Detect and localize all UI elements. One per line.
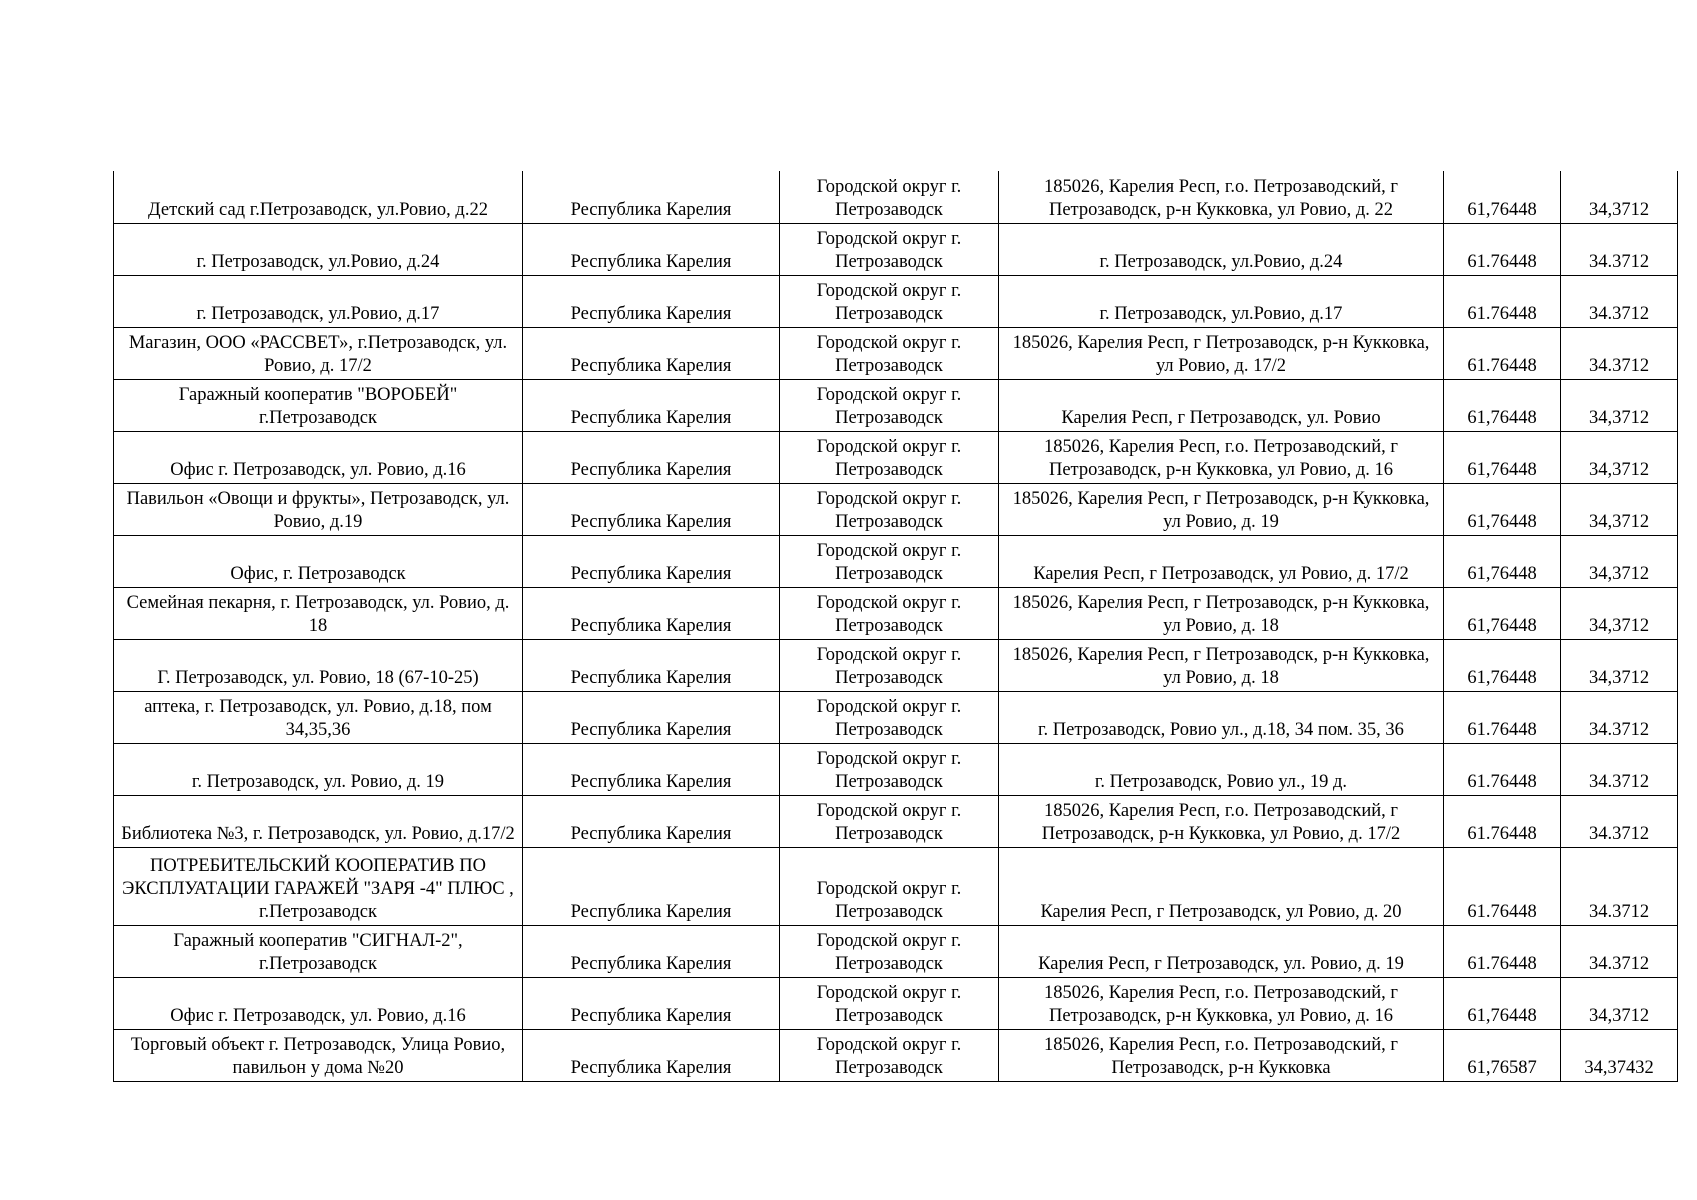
table-row xyxy=(114,327,1678,379)
district-cell: Городской округ г. Петрозаводск xyxy=(780,1029,999,1081)
district-cell: Городской округ г. Петрозаводск xyxy=(780,977,999,1029)
latitude-cell: 61,76448 xyxy=(1444,171,1561,223)
table-row xyxy=(114,275,1678,327)
address-cell: 185026, Карелия Респ, г.о. Петрозаводский, г Петрозаводск, р-н Кукковка, ул Ровио, д. 22 xyxy=(999,171,1444,223)
table-row xyxy=(114,587,1678,639)
address-cell: Карелия Респ, г Петрозаводск, ул. Ровио, д. 19 xyxy=(999,925,1444,977)
table-row xyxy=(114,483,1678,535)
longitude-cell: 34.3712 xyxy=(1561,691,1678,743)
region-cell: Республика Карелия xyxy=(523,1029,780,1081)
longitude-cell: 34,3712 xyxy=(1561,431,1678,483)
district-cell: Городской округ г. Петрозаводск xyxy=(780,327,999,379)
object-name-cell: Офис, г. Петрозаводск xyxy=(114,535,523,587)
region-cell: Республика Карелия xyxy=(523,327,780,379)
document-page xyxy=(113,171,1673,1082)
district-cell: Городской округ г. Петрозаводск xyxy=(780,535,999,587)
district-cell: Городской округ г. Петрозаводск xyxy=(780,639,999,691)
longitude-cell: 34.3712 xyxy=(1561,847,1678,925)
object-name-cell: Офис г. Петрозаводск, ул. Ровио, д.16 xyxy=(114,431,523,483)
district-cell: Городской округ г. Петрозаводск xyxy=(780,379,999,431)
latitude-cell: 61,76448 xyxy=(1444,639,1561,691)
region-cell: Республика Карелия xyxy=(523,535,780,587)
address-cell: 185026, Карелия Респ, г.о. Петрозаводский, г Петрозаводск, р-н Кукковка, ул Ровио, д. 17/2 xyxy=(999,795,1444,847)
latitude-cell: 61,76448 xyxy=(1444,483,1561,535)
region-cell: Республика Карелия xyxy=(523,223,780,275)
region-cell: Республика Карелия xyxy=(523,379,780,431)
district-cell: Городской округ г. Петрозаводск xyxy=(780,431,999,483)
address-cell: г. Петрозаводск, Ровио ул., д.18, 34 пом. 35, 36 xyxy=(999,691,1444,743)
object-name-cell: Офис г. Петрозаводск, ул. Ровио, д.16 xyxy=(114,977,523,1029)
object-name-cell: Торговый объект г. Петрозаводск, Улица Ровио, павильон у дома №20 xyxy=(114,1029,523,1081)
table-row xyxy=(114,795,1678,847)
district-cell: Городской округ г. Петрозаводск xyxy=(780,691,999,743)
object-name-cell: Семейная пекарня, г. Петрозаводск, ул. Ровио, д. 18 xyxy=(114,587,523,639)
address-cell: Карелия Респ, г Петрозаводск, ул Ровио, д. 20 xyxy=(999,847,1444,925)
latitude-cell: 61,76587 xyxy=(1444,1029,1561,1081)
latitude-cell: 61.76448 xyxy=(1444,847,1561,925)
region-cell: Республика Карелия xyxy=(523,275,780,327)
district-cell: Городской округ г. Петрозаводск xyxy=(780,795,999,847)
address-cell: Карелия Респ, г Петрозаводск, ул Ровио, д. 17/2 xyxy=(999,535,1444,587)
longitude-cell: 34,3712 xyxy=(1561,639,1678,691)
region-cell: Республика Карелия xyxy=(523,171,780,223)
table-row xyxy=(114,977,1678,1029)
object-name-cell: Павильон «Овощи и фрукты», Петрозаводск, ул. Ровио, д.19 xyxy=(114,483,523,535)
address-cell: г. Петрозаводск, ул.Ровио, д.24 xyxy=(999,223,1444,275)
longitude-cell: 34.3712 xyxy=(1561,223,1678,275)
district-cell: Городской округ г. Петрозаводск xyxy=(780,483,999,535)
district-cell: Городской округ г. Петрозаводск xyxy=(780,223,999,275)
address-cell: 185026, Карелия Респ, г Петрозаводск, р-н Кукковка, ул Ровио, д. 19 xyxy=(999,483,1444,535)
table-row xyxy=(114,925,1678,977)
region-cell: Республика Карелия xyxy=(523,795,780,847)
region-cell: Республика Карелия xyxy=(523,483,780,535)
latitude-cell: 61,76448 xyxy=(1444,379,1561,431)
longitude-cell: 34,3712 xyxy=(1561,379,1678,431)
object-name-cell: Библиотека №3, г. Петрозаводск, ул. Ровио, д.17/2 xyxy=(114,795,523,847)
district-cell: Городской округ г. Петрозаводск xyxy=(780,847,999,925)
region-cell: Республика Карелия xyxy=(523,431,780,483)
table-row xyxy=(114,847,1678,925)
address-cell: 185026, Карелия Респ, г Петрозаводск, р-н Кукковка, ул Ровио, д. 17/2 xyxy=(999,327,1444,379)
latitude-cell: 61,76448 xyxy=(1444,977,1561,1029)
object-name-cell: г. Петрозаводск, ул. Ровио, д. 19 xyxy=(114,743,523,795)
object-name-cell: г. Петрозаводск, ул.Ровио, д.24 xyxy=(114,223,523,275)
object-name-cell: Гаражный кооператив "ВОРОБЕЙ" г.Петрозаводск xyxy=(114,379,523,431)
longitude-cell: 34,3712 xyxy=(1561,587,1678,639)
address-cell: 185026, Карелия Респ, г.о. Петрозаводский, г Петрозаводск, р-н Кукковка, ул Ровио, д. 16 xyxy=(999,431,1444,483)
longitude-cell: 34,3712 xyxy=(1561,171,1678,223)
longitude-cell: 34,37432 xyxy=(1561,1029,1678,1081)
registry-table xyxy=(113,171,1678,1082)
district-cell: Городской округ г. Петрозаводск xyxy=(780,587,999,639)
address-cell: 185026, Карелия Респ, г Петрозаводск, р-н Кукковка, ул Ровио, д. 18 xyxy=(999,639,1444,691)
region-cell: Республика Карелия xyxy=(523,847,780,925)
table-row xyxy=(114,379,1678,431)
address-cell: 185026, Карелия Респ, г.о. Петрозаводский, г Петрозаводск, р-н Кукковка xyxy=(999,1029,1444,1081)
longitude-cell: 34.3712 xyxy=(1561,327,1678,379)
table-row xyxy=(114,223,1678,275)
address-cell: г. Петрозаводск, ул.Ровио, д.17 xyxy=(999,275,1444,327)
table-row xyxy=(114,691,1678,743)
latitude-cell: 61,76448 xyxy=(1444,535,1561,587)
region-cell: Республика Карелия xyxy=(523,691,780,743)
object-name-cell: Магазин, ООО «РАССВЕТ», г.Петрозаводск, ул. Ровио, д. 17/2 xyxy=(114,327,523,379)
table-row xyxy=(114,535,1678,587)
longitude-cell: 34.3712 xyxy=(1561,275,1678,327)
longitude-cell: 34.3712 xyxy=(1561,795,1678,847)
latitude-cell: 61.76448 xyxy=(1444,275,1561,327)
district-cell: Городской округ г. Петрозаводск xyxy=(780,275,999,327)
address-cell: Карелия Респ, г Петрозаводск, ул. Ровио xyxy=(999,379,1444,431)
latitude-cell: 61,76448 xyxy=(1444,431,1561,483)
region-cell: Республика Карелия xyxy=(523,587,780,639)
object-name-cell: Гаражный кооператив "СИГНАЛ-2", г.Петрозаводск xyxy=(114,925,523,977)
longitude-cell: 34.3712 xyxy=(1561,925,1678,977)
table-row xyxy=(114,431,1678,483)
object-name-cell: Г. Петрозаводск, ул. Ровио, 18 (67-10-25) xyxy=(114,639,523,691)
latitude-cell: 61.76448 xyxy=(1444,327,1561,379)
registry-table-body xyxy=(114,171,1678,1081)
table-row xyxy=(114,1029,1678,1081)
longitude-cell: 34,3712 xyxy=(1561,483,1678,535)
address-cell: 185026, Карелия Респ, г.о. Петрозаводский, г Петрозаводск, р-н Кукковка, ул Ровио, д. 16 xyxy=(999,977,1444,1029)
latitude-cell: 61.76448 xyxy=(1444,743,1561,795)
latitude-cell: 61,76448 xyxy=(1444,587,1561,639)
region-cell: Республика Карелия xyxy=(523,639,780,691)
address-cell: г. Петрозаводск, Ровио ул., 19 д. xyxy=(999,743,1444,795)
latitude-cell: 61.76448 xyxy=(1444,795,1561,847)
district-cell: Городской округ г. Петрозаводск xyxy=(780,171,999,223)
latitude-cell: 61.76448 xyxy=(1444,223,1561,275)
latitude-cell: 61.76448 xyxy=(1444,691,1561,743)
longitude-cell: 34,3712 xyxy=(1561,977,1678,1029)
table-row xyxy=(114,743,1678,795)
object-name-cell: аптека, г. Петрозаводск, ул. Ровио, д.18, пом 34,35,36 xyxy=(114,691,523,743)
region-cell: Республика Карелия xyxy=(523,925,780,977)
longitude-cell: 34.3712 xyxy=(1561,743,1678,795)
table-row xyxy=(114,639,1678,691)
district-cell: Городской округ г. Петрозаводск xyxy=(780,925,999,977)
object-name-cell: г. Петрозаводск, ул.Ровио, д.17 xyxy=(114,275,523,327)
table-row xyxy=(114,171,1678,223)
latitude-cell: 61.76448 xyxy=(1444,925,1561,977)
object-name-cell: Детский сад г.Петрозаводск, ул.Ровио, д.22 xyxy=(114,171,523,223)
region-cell: Республика Карелия xyxy=(523,743,780,795)
object-name-cell: ПОТРЕБИТЕЛЬСКИЙ КООПЕРАТИВ ПО ЭКСПЛУАТАЦИИ ГАРАЖЕЙ "ЗАРЯ -4" ПЛЮС , г.Петрозаводск xyxy=(114,847,523,925)
longitude-cell: 34,3712 xyxy=(1561,535,1678,587)
address-cell: 185026, Карелия Респ, г Петрозаводск, р-н Кукковка, ул Ровио, д. 18 xyxy=(999,587,1444,639)
region-cell: Республика Карелия xyxy=(523,977,780,1029)
district-cell: Городской округ г. Петрозаводск xyxy=(780,743,999,795)
